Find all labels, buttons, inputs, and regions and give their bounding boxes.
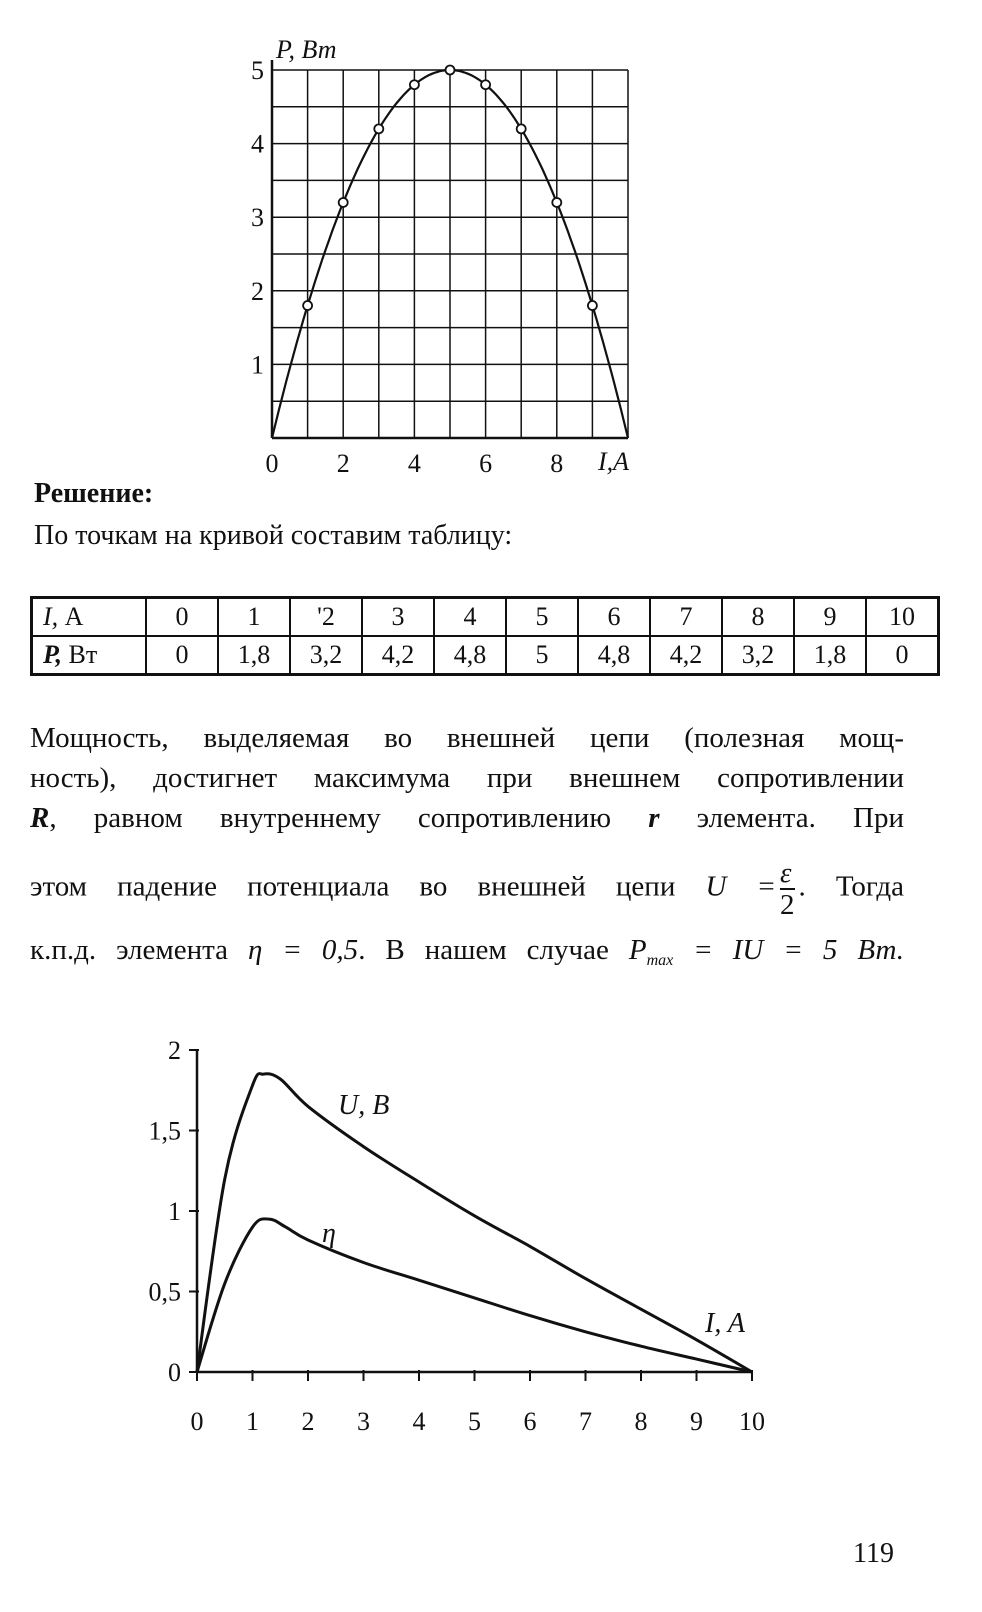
data-point-marker xyxy=(410,80,419,89)
data-point-marker xyxy=(552,198,561,207)
x-tick-label: 8 xyxy=(634,1407,648,1436)
resistance-R-symbol: R xyxy=(30,802,50,834)
explanation-line-3 xyxy=(30,798,904,838)
current-cell: '2 xyxy=(290,598,362,637)
y-tick-label: 3 xyxy=(251,203,264,233)
page-number: 119 xyxy=(853,1538,894,1569)
explanation-line-3-a: , равном внутреннему сопротивлению xyxy=(49,802,649,834)
power-cell: 4,2 xyxy=(650,636,722,675)
power-unit: Вт xyxy=(62,640,98,669)
y-tick-label: 0,5 xyxy=(148,1277,181,1307)
x-tick-label: 9 xyxy=(690,1407,703,1436)
y-tick-label: 4 xyxy=(251,129,264,159)
power-cell: 4,8 xyxy=(578,636,650,675)
x-tick-label: 0 xyxy=(190,1407,204,1436)
explanation-paragraph xyxy=(30,718,904,981)
x-tick-label: 2 xyxy=(336,449,350,478)
pmax-subscript: max xyxy=(646,952,674,969)
y-tick-label: 5 xyxy=(251,56,264,85)
data-point-marker xyxy=(481,80,490,89)
current-cell: 1 xyxy=(218,598,290,637)
current-cell: 0 xyxy=(146,598,218,637)
power-cell: 3,2 xyxy=(290,636,362,675)
current-cell: 8 xyxy=(722,598,794,637)
current-power-table xyxy=(30,596,940,676)
power-cell: 0 xyxy=(866,636,939,675)
explanation-line-1: Мощность, выделяемая во внешней цепи (полезная мощ- xyxy=(30,722,904,754)
x-tick-label: 6 xyxy=(479,449,493,478)
x-tick-label: 4 xyxy=(407,449,421,478)
y-tick-label: 1 xyxy=(251,350,264,380)
resistance-r-symbol: r xyxy=(648,802,660,834)
data-point-marker xyxy=(339,198,348,207)
data-point-marker xyxy=(303,301,312,310)
power-cell: 1,8 xyxy=(218,636,290,675)
current-cell: 9 xyxy=(794,598,866,637)
y-tick-label: 2 xyxy=(251,276,264,306)
data-point-marker xyxy=(446,66,455,75)
explanation-line-4-b: . Тогда xyxy=(798,870,904,903)
current-cell: 10 xyxy=(866,598,939,637)
power-cell: 4,8 xyxy=(434,636,506,675)
current-cell: 5 xyxy=(506,598,578,637)
current-symbol: I, xyxy=(43,602,59,631)
y-tick-label: 1 xyxy=(168,1197,181,1226)
x-tick-label: 8 xyxy=(550,449,564,478)
voltage-formula-lhs: U = xyxy=(705,870,777,903)
explanation-line-2: ность), достигнет максимума при внешнем сопротивлении xyxy=(30,762,904,794)
current-cell: 6 xyxy=(578,598,650,637)
data-point-marker xyxy=(588,301,597,310)
solution-heading: Решение: xyxy=(34,478,154,509)
current-unit: А xyxy=(58,602,84,631)
y-tick-label: 0 xyxy=(168,1358,181,1387)
power-vs-current-chart xyxy=(0,0,982,480)
efficiency-series-label: η xyxy=(322,1218,336,1249)
power-cell: 0 xyxy=(146,636,218,675)
explanation-line-5 xyxy=(30,930,904,981)
explanation-line-3-b: элемента. При xyxy=(659,802,904,834)
x-tick-label: 2 xyxy=(301,1407,315,1436)
y-tick-label: 1,5 xyxy=(148,1116,181,1146)
x-tick-label: 3 xyxy=(357,1407,370,1436)
x-tick-label: 1 xyxy=(246,1407,259,1436)
explanation-line-4-a: этом падение потенциала во внешней цепи xyxy=(30,870,706,903)
emf-fraction xyxy=(780,858,795,920)
voltage-series-label: U, В xyxy=(338,1090,390,1121)
y-tick-label: 2 xyxy=(168,1036,181,1065)
power-row xyxy=(32,636,939,675)
x-tick-label: 5 xyxy=(468,1407,481,1436)
emf-numerator: ε xyxy=(780,858,795,890)
explanation-line-4 xyxy=(30,858,904,920)
power-cell: 1,8 xyxy=(794,636,866,675)
x-tick-label: 7 xyxy=(579,1407,592,1436)
pmax-symbol: P xyxy=(628,934,647,966)
x-axis-label: I,A xyxy=(598,447,630,476)
data-point-marker xyxy=(374,124,383,133)
x-axis-label: I, A xyxy=(705,1308,745,1339)
x-tick-label: 6 xyxy=(523,1407,537,1436)
data-point-marker xyxy=(517,124,526,133)
x-tick-label: 0 xyxy=(265,449,279,478)
current-cell: 4 xyxy=(434,598,506,637)
power-cell: 4,2 xyxy=(362,636,434,675)
x-tick-label: 10 xyxy=(739,1407,765,1436)
current-cell: 7 xyxy=(650,598,722,637)
power-cell: 3,2 xyxy=(722,636,794,675)
emf-denominator: 2 xyxy=(780,889,795,921)
pmax-formula: = IU = 5 Вт. xyxy=(673,934,904,966)
power-cell: 5 xyxy=(506,636,578,675)
x-tick-label: 4 xyxy=(412,1407,426,1436)
power-symbol: P, xyxy=(43,640,63,669)
current-cell: 3 xyxy=(362,598,434,637)
efficiency-formula: η = 0,5 xyxy=(248,934,359,966)
explanation-line-5-a: к.п.д. элемента xyxy=(30,934,248,966)
y-axis-label: P, Вт xyxy=(276,35,337,64)
current-row xyxy=(32,598,939,637)
explanation-line-5-b: . В нашем случае xyxy=(358,934,629,966)
efficiency-curve xyxy=(197,1219,752,1372)
voltage-efficiency-chart xyxy=(0,1010,982,1450)
power-row-header xyxy=(32,636,147,675)
current-row-header xyxy=(32,598,147,637)
table-intro-text: По точкам на кривой составим таблицу: xyxy=(34,520,513,551)
